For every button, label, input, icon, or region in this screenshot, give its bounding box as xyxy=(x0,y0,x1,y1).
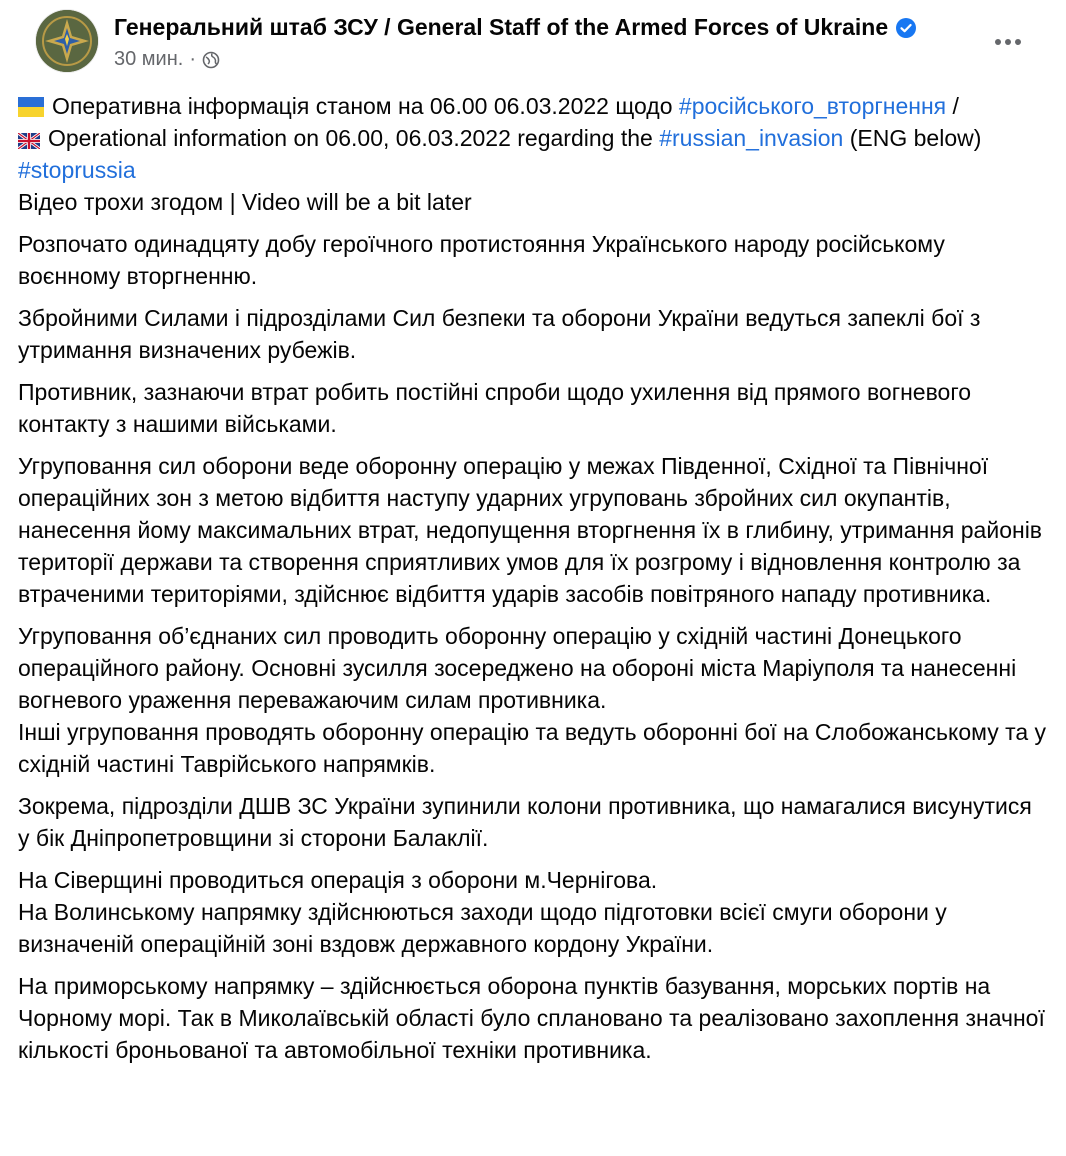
paragraph-5 xyxy=(18,620,1048,780)
post-timestamp[interactable]: 30 мин. xyxy=(114,48,184,70)
paragraph-2: Збройними Силами і підрозділами Сил безпеки та оборони України ведуться запеклі бої з утримання визначених рубежів. xyxy=(18,305,981,363)
paragraph-4: Угруповання сил оборони веде оборонну операцію у межах Південної, Східної та Північної операційних зон з метою відбиття наступу ударних угруповань збройних сил окупантів, нанесення йому максимальних втрат, недопущення вторгнення їх в глибину, утримання районів території держави та створення сприятливих умов для їх розгрому і відновлення контролю за втраченими територіями, здійснює відбиття ударів засобів повітряного нападу противника. xyxy=(18,453,1043,607)
post-meta xyxy=(114,48,220,71)
post-intro xyxy=(18,90,1048,218)
paragraph-7-line-2: На Волинському напрямку здійснюються заходи щодо підготовки всієї смуги оборони у визначеній операційній зоні вздовж державного кордону України. xyxy=(18,899,947,957)
verified-badge-icon xyxy=(896,18,916,38)
general-staff-emblem-icon xyxy=(36,10,98,72)
intro-tail-en: (ENG below) xyxy=(843,125,982,151)
post-header xyxy=(18,0,1048,90)
paragraph-1: Розпочато одинадцяту добу героїчного протистояння Українського народу російському воєнному вторгненню. xyxy=(18,231,945,289)
post-content xyxy=(18,90,1048,1066)
globe-icon[interactable] xyxy=(202,51,220,69)
page-avatar[interactable] xyxy=(36,10,98,72)
author-line xyxy=(114,14,916,41)
paragraph-5-line-2: Інші угруповання проводять оборонну операцію та ведуть оборонні бої на Слобожанському та у східній частині Таврійського напрямків. xyxy=(18,719,1047,777)
paragraph-3: Противник, зазнаючи втрат робить постійні спроби щодо ухилення від прямого вогневого контакту з нашими військами. xyxy=(18,379,972,437)
intro-tail-ua: / xyxy=(946,93,959,119)
paragraph-8: На приморському напрямку – здійснюється оборона пунктів базування, морських портів на Чорному морі. Так в Миколаївській області було сплановано та реалізовано захоплення значної кількості броньованої та автомобільної техніки противника. xyxy=(18,973,1045,1063)
hashtag-stoprussia[interactable]: #stoprussia xyxy=(18,157,136,183)
ukraine-flag-icon xyxy=(18,97,44,117)
intro-line-en xyxy=(18,122,1048,154)
paragraph-6: Зокрема, підрозділи ДШВ ЗС України зупинили колони противника, що намагалися висунутися у бік Дніпропетровщини зі сторони Балаклії. xyxy=(18,793,1032,851)
hashtag-russian-invasion-en[interactable]: #russian_invasion xyxy=(659,125,844,151)
ellipsis-icon xyxy=(995,39,1001,45)
more-options-button[interactable] xyxy=(986,24,1030,60)
paragraph-7-line-1: На Сіверщині проводиться операція з оборони м.Чернігова. xyxy=(18,867,658,893)
uk-flag-icon xyxy=(18,133,40,149)
intro-text-en: Operational information on 06.00, 06.03.2022 regarding the xyxy=(48,125,660,151)
video-note: Відео трохи згодом | Video will be a bit later xyxy=(18,189,472,215)
intro-text-ua: Оперативна інформація станом на 06.00 06.03.2022 щодо xyxy=(52,93,679,119)
author-name[interactable]: Генеральний штаб ЗСУ / General Staff of the Armed Forces of Ukraine xyxy=(114,14,889,40)
hashtag-russian-invasion-ua[interactable]: #російського_вторгнення xyxy=(678,93,947,119)
intro-line-ua xyxy=(18,90,1048,122)
paragraph-7 xyxy=(18,864,1048,960)
paragraph-5-line-1: Угруповання об’єднаних сил проводить оборонну операцію у східній частині Донецького операційного району. Основні зусилля зосереджено на обороні міста Маріуполя та нанесенні вогневого ураження переважаючим силам противника. xyxy=(18,623,1017,713)
meta-separator: · xyxy=(189,48,196,70)
